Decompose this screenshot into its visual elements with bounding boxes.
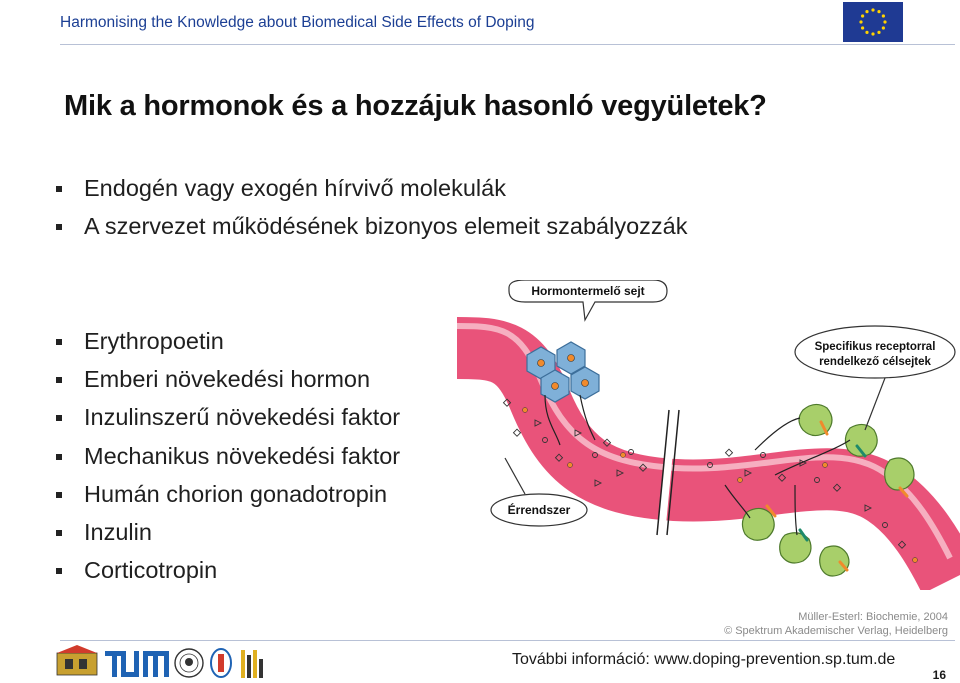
page-number: 16 (932, 668, 946, 682)
bullet-square-icon (56, 377, 62, 383)
slide-title: Mik a hormonok és a hozzájuk hasonló vegyületek? (64, 90, 767, 122)
bullet-square-icon (56, 454, 62, 460)
image-credit: Müller-Esterl: Biochemie, 2004 (798, 611, 948, 623)
hormone-transport-diagram (445, 280, 960, 590)
eu-star-icon (877, 31, 880, 34)
eu-star-icon (859, 20, 862, 23)
eu-star-icon (861, 14, 864, 17)
university-seal-logo-icon (175, 649, 203, 677)
vessel-label: Érrendszer (507, 503, 571, 517)
bullet-square-icon (56, 530, 62, 536)
eu-star-icon (865, 31, 868, 34)
intro-bullet: Endogén vagy exogén hírvivő molekulák (56, 173, 687, 211)
image-copyright: © Spektrum Akademischer Verlag, Heidelberg (724, 625, 948, 637)
target-cell-label-line2: rendelkező célsejtek (819, 356, 931, 368)
bullet-square-icon (56, 568, 62, 574)
eu-star-icon (871, 32, 874, 35)
tum-logo-icon (105, 651, 169, 677)
eu-star-icon (865, 10, 868, 13)
bullet-square-icon (56, 224, 62, 230)
header-title: Harmonising the Knowledge about Biomedical Side Effects of Doping (60, 14, 535, 31)
bar-logo-icon (241, 650, 263, 678)
intro-bullet: A szervezet működésének bizonyos elemeit szabályozzák (56, 211, 687, 249)
footer-divider (60, 640, 955, 641)
eu-star-icon (877, 10, 880, 13)
hormone-item: Corticotropin (56, 555, 400, 593)
footer-more-info: További információ: www.doping-prevention.sp.tum.de (512, 651, 896, 668)
bullet-square-icon (56, 339, 62, 345)
hormone-item: Humán chorion gonadotropin (56, 479, 400, 517)
eu-star-icon (871, 8, 874, 11)
eu-star-icon (882, 26, 885, 29)
hormone-item: Mechanikus növekedési faktor (56, 441, 400, 479)
eu-star-icon (882, 14, 885, 17)
institute-logo-icon (211, 649, 231, 677)
bullet-square-icon (56, 492, 62, 498)
blood-vessel (457, 348, 950, 580)
hormone-item: Emberi növekedési hormon (56, 364, 400, 402)
header-divider (60, 44, 955, 45)
bullet-square-icon (56, 415, 62, 421)
hormone-item: Inzulin (56, 517, 400, 555)
bullet-square-icon (56, 186, 62, 192)
intro-bullet-list (56, 173, 687, 249)
target-cell-label-line1: Specifikus receptorral (814, 341, 936, 353)
hormone-item: Inzulinszerű növekedési faktor (56, 402, 400, 440)
hormone-item: Erythropoetin (56, 326, 400, 364)
eu-star-icon (861, 26, 864, 29)
eu-flag-icon (843, 2, 903, 42)
hormone-list (56, 326, 400, 593)
producer-cell-label: Hormontermelő sejt (531, 284, 645, 298)
university-logo-1-icon (57, 645, 97, 675)
partner-logos (55, 645, 270, 681)
eu-star-icon (883, 20, 886, 23)
